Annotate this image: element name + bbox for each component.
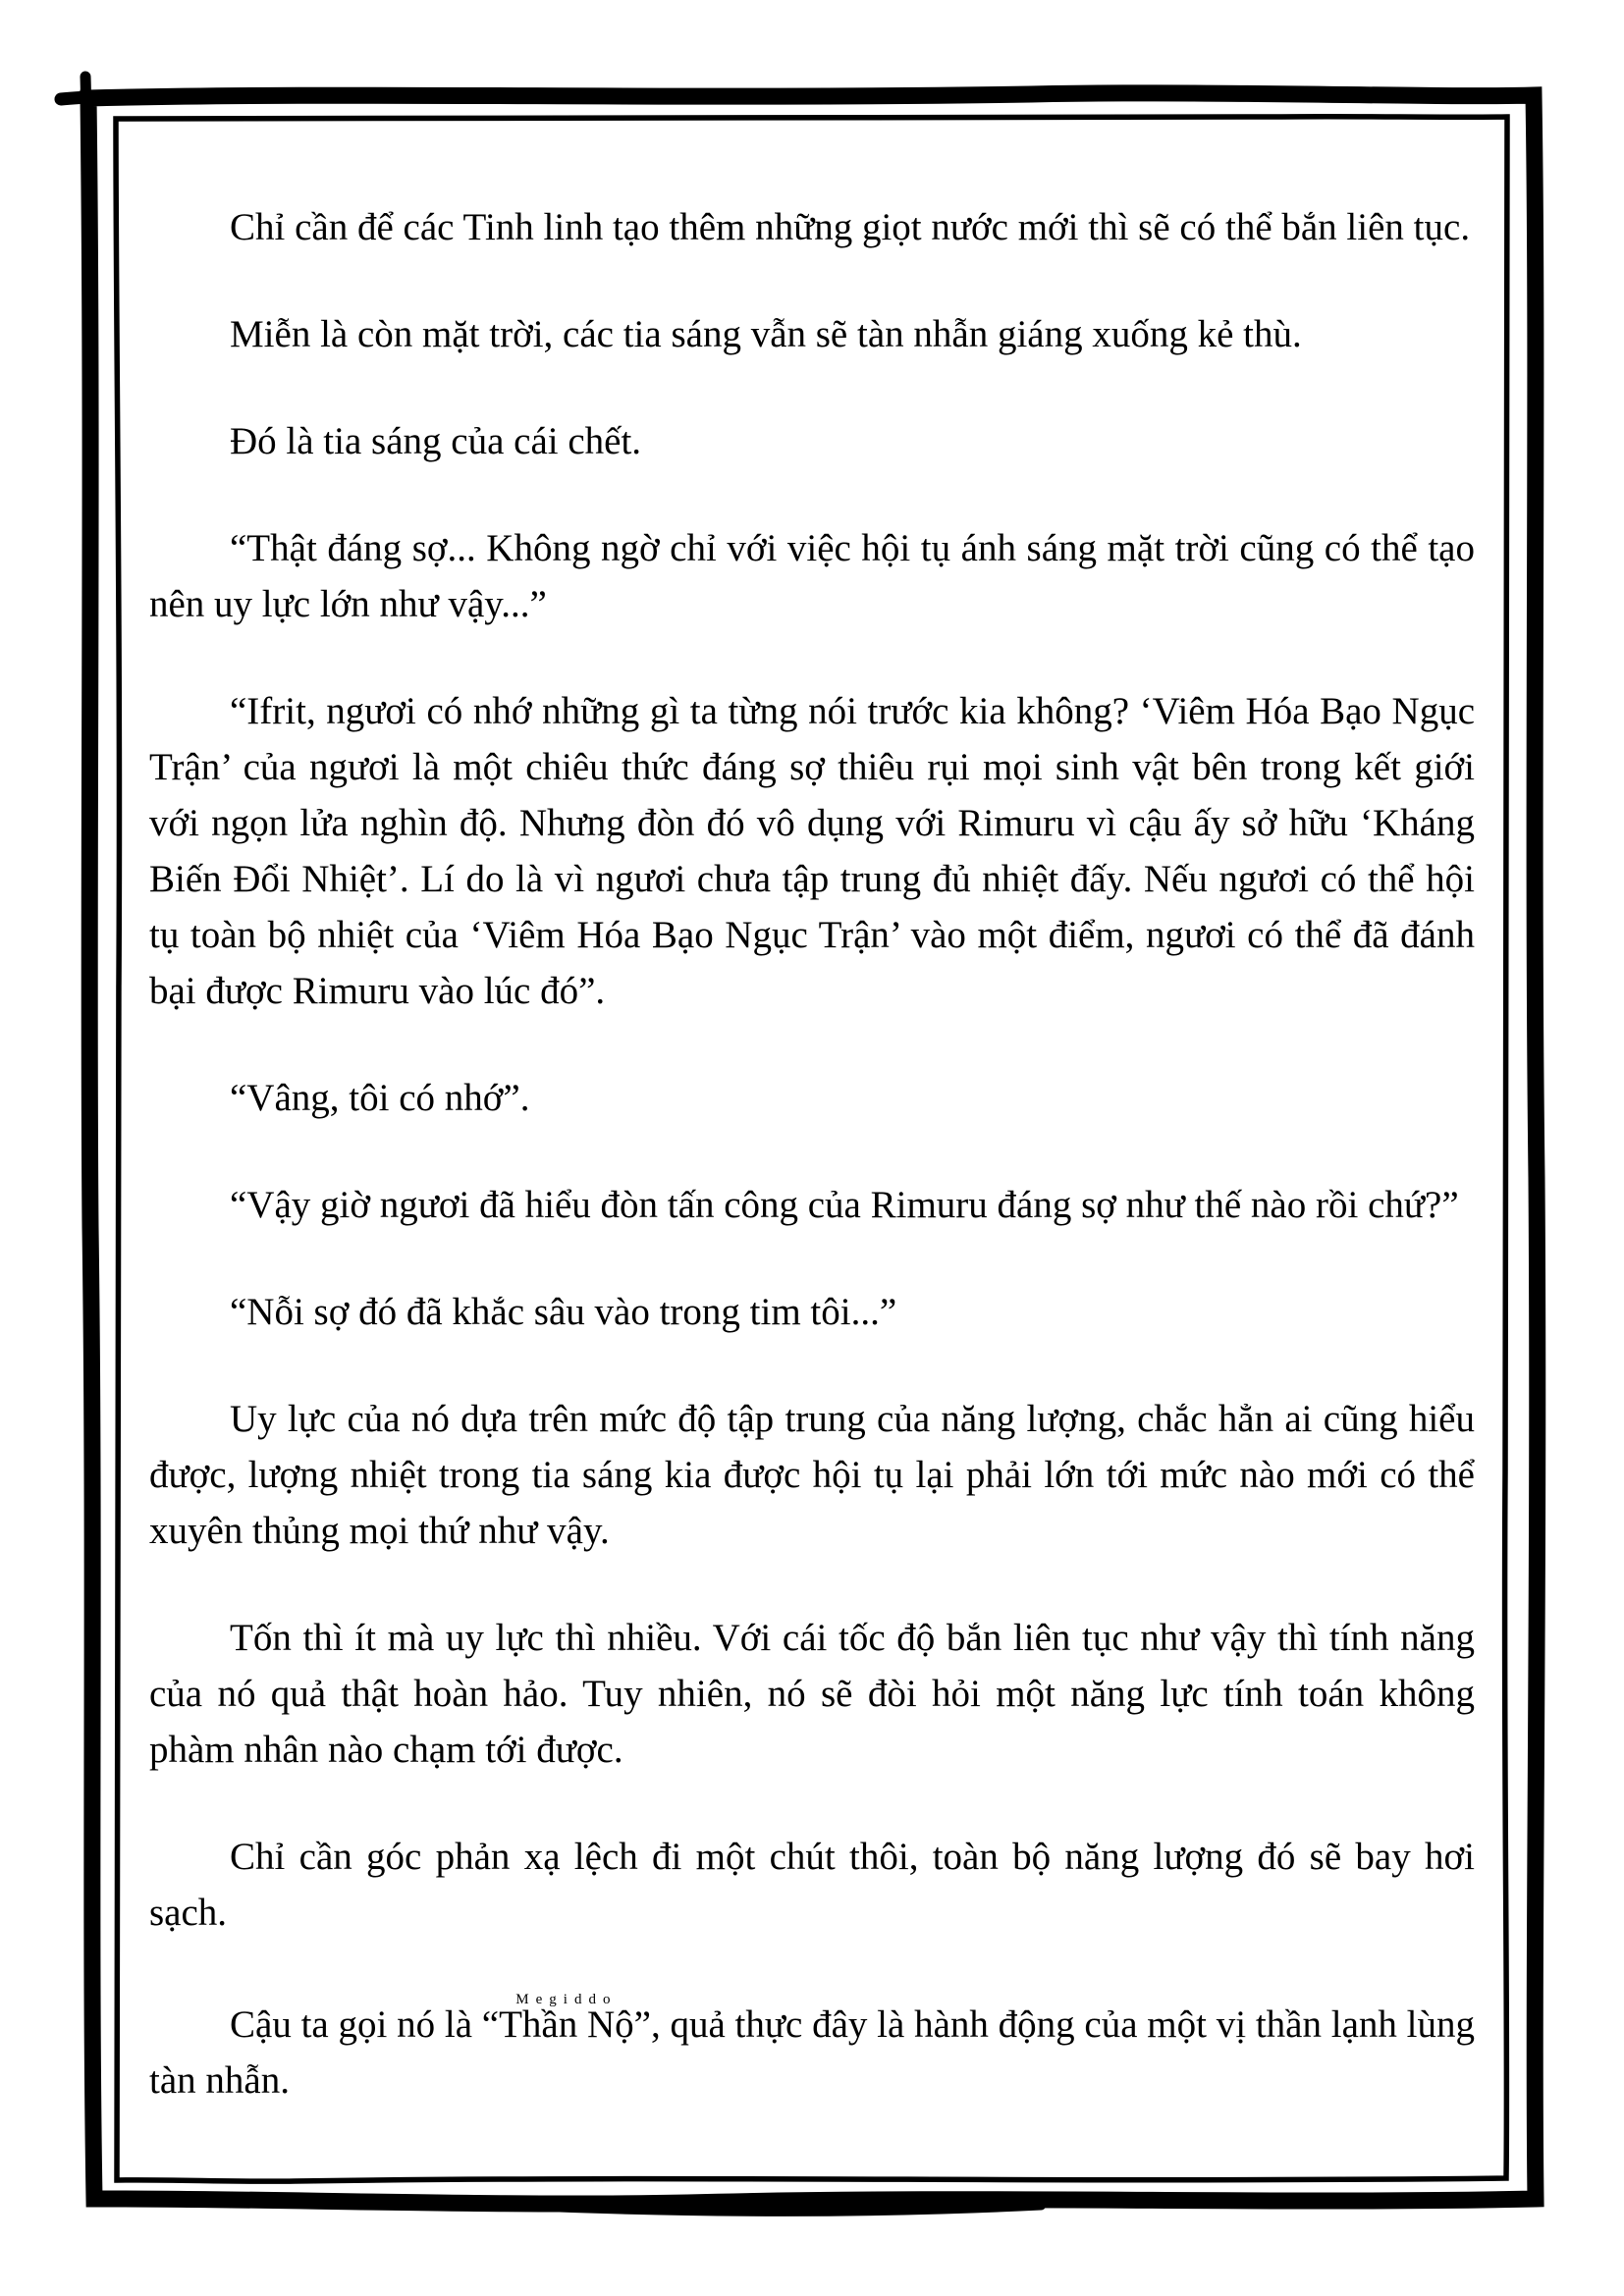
paragraph-final [149, 1992, 1475, 2109]
paragraph: “Vậy giờ ngươi đã hiểu đòn tấn công của Rimuru đáng sợ như thế nào rồi chứ?” [230, 1184, 1459, 1226]
paragraph: Tốn thì ít mà uy lực thì nhiều. Với cái tốc độ bắn liên tục như vậy thì tính năng của nó quả thật hoàn hảo. Tuy nhiên, nó sẽ đòi hỏi một năng lực tính toán không phàm nhân nào chạm tới được. [149, 1617, 1475, 1771]
paragraph: “Ifrit, ngươi có nhớ những gì ta từng nói trước kia không? ‘Viêm Hóa Bạo Ngục Trận’ của ngươi là một chiêu thức đáng sợ thiêu rụi mọi sinh vật bên trong kết giới với ngọn lửa nghìn độ. Nhưng đòn đó vô dụng với Rimuru vì cậu ấy sở hữu ‘Kháng Biến Đổi Nhiệt’. Lí do là vì ngươi chưa tập trung đủ nhiệt đấy. Nếu ngươi có thể hội tụ toàn bộ nhiệt của ‘Viêm Hóa Bạo Ngục Trận’ vào một điểm, ngươi có thể đã đánh bại được Rimuru vào lúc đó”. [149, 690, 1475, 1012]
page-text-block [149, 199, 1475, 2109]
paragraph: Chỉ cần để các Tinh linh tạo thêm những giọt nước mới thì sẽ có thể bắn liên tục. [230, 206, 1471, 248]
paragraph: Đó là tia sáng của cái chết. [230, 420, 642, 462]
paragraph: Miễn là còn mặt trời, các tia sáng vẫn sẽ tàn nhẫn giáng xuống kẻ thù. [230, 313, 1302, 355]
frame-overshoot-left-top [85, 77, 87, 157]
paragraph: “Thật đáng sợ... Không ngờ chỉ với việc hội tụ ánh sáng mặt trời cũng có thể tạo nên uy lực lớn như vậy...” [149, 527, 1475, 625]
paragraph: Uy lực của nó dựa trên mức độ tập trung của năng lượng, chắc hẳn ai cũng hiểu được, lượng nhiệt trong tia sáng kia được hội tụ lại phải lớn tới mức nào mới có thể xuyên thủng mọi thứ như vậy. [149, 1398, 1475, 1552]
frame-bottom-swell [511, 2205, 1041, 2211]
ruby-term [499, 1992, 634, 2046]
paragraph: “Vâng, tôi có nhớ”. [230, 1077, 530, 1119]
frame-overshoot-top-left [61, 95, 137, 99]
ruby-annotation-text: Megiddo [499, 1992, 634, 2007]
paragraph: Chỉ cần góc phản xạ lệch đi một chút thôi, toàn bộ năng lượng đó sẽ bay hơi sạch. [149, 1836, 1475, 1934]
paragraph: “Nỗi sợ đó đã khắc sâu vào trong tim tôi...” [230, 1291, 897, 1333]
ruby-base-text: Thần Nộ [499, 2003, 634, 2046]
final-paragraph-prefix: Cậu ta gọi nó là “ [230, 2003, 500, 2046]
final-paragraph-suffix: ”, quả thực đây là hành động của một vị thần lạnh lùng tàn nhẫn. [149, 2003, 1475, 2102]
